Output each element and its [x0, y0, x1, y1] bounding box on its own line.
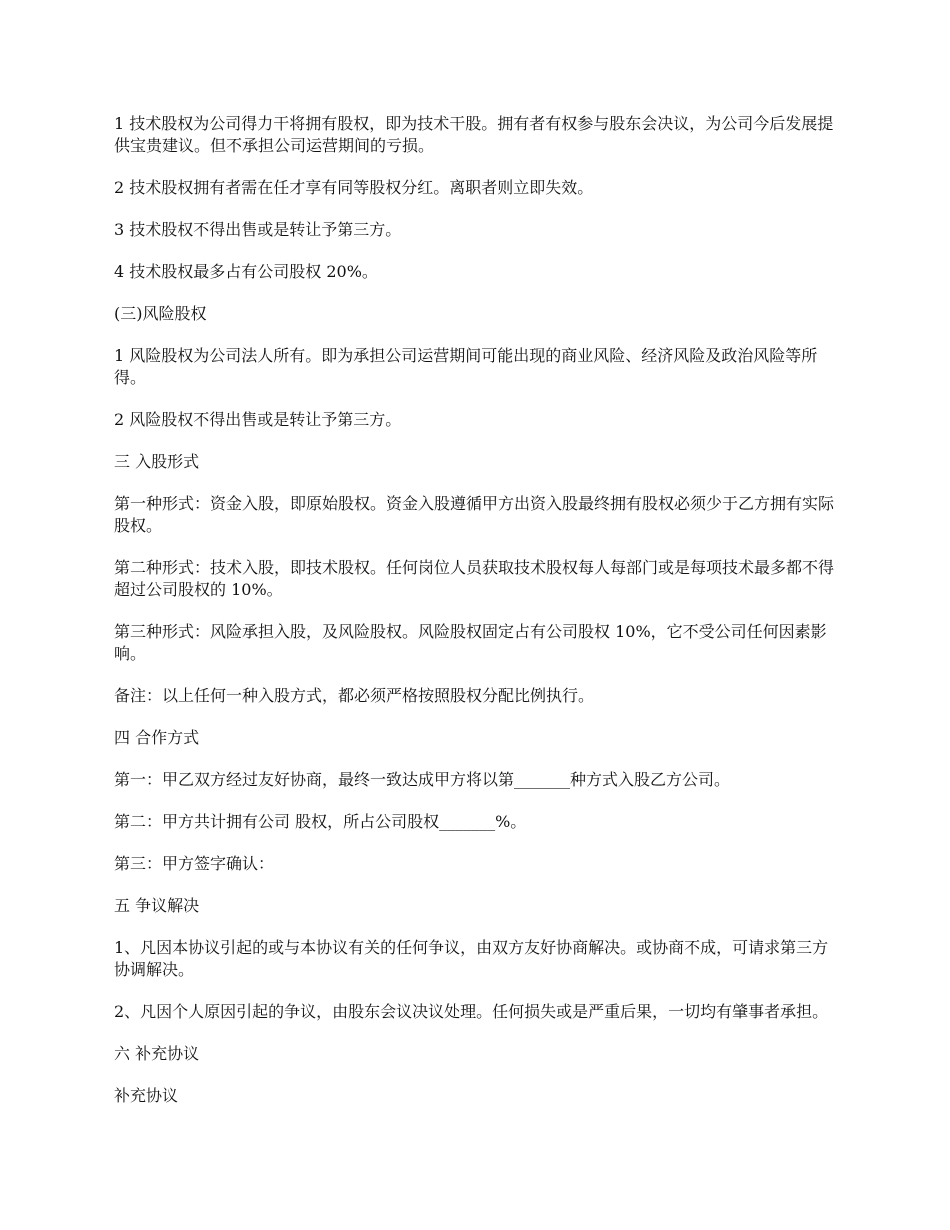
paragraph-tech-equity-1: 1 技术股权为公司得力干将拥有股权，即为技术干股。拥有者有权参与股东会决议，为公司今后发展提供宝贵建议。但不承担公司运营期间的亏损。 — [114, 114, 834, 155]
heading-cooperation: 四 合作方式 — [114, 728, 200, 747]
heading-supplementary: 六 补充协议 — [114, 1044, 200, 1063]
paragraph-note: 备注：以上任何一种入股方式，都必须严格按照股权分配比例执行。 — [114, 686, 595, 705]
paragraph-form-1: 第一种形式：资金入股，即原始股权。资金入股遵循甲方出资入股最终拥有股权必须少于乙方拥有实际股权。 — [114, 494, 835, 535]
paragraph-risk-equity-2: 2 风险股权不得出售或是转让予第三方。 — [114, 410, 402, 429]
paragraph-dispute-2: 2、凡因个人原因引起的争议，由股东会议决议处理。任何损失或是严重后果，一切均有肇事者承担。 — [114, 1002, 829, 1021]
paragraph-cooperation-3: 第三：甲方签字确认： — [114, 854, 275, 873]
paragraph-supplementary: 补充协议 — [114, 1086, 179, 1105]
paragraph-cooperation-2: 第二：甲方共计拥有公司 股权，所占公司股权_______%。 — [114, 812, 527, 831]
heading-dispute-resolution: 五 争议解决 — [114, 896, 200, 915]
heading-investment-forms: 三 入股形式 — [114, 452, 200, 471]
paragraph-dispute-1: 1、凡因本协议引起的或与本协议有关的任何争议，由双方友好协商解决。或协商不成，可请求第三方协调解决。 — [114, 938, 829, 979]
paragraph-form-2: 第二种形式：技术入股，即技术股权。任何岗位人员获取技术股权每人每部门或是每项技术最多都不得超过公司股权的 10%。 — [114, 558, 835, 599]
paragraph-tech-equity-4: 4 技术股权最多占有公司股权 20%。 — [114, 262, 378, 281]
document-body — [114, 113, 838, 1127]
paragraph-tech-equity-2: 2 技术股权拥有者需在任才享有同等股权分红。离职者则立即失效。 — [114, 178, 594, 197]
paragraph-form-3: 第三种形式：风险承担入股，及风险股权。风险股权固定占有公司股权 10%，它不受公司任何因素影响。 — [114, 622, 827, 663]
paragraph-tech-equity-3: 3 技术股权不得出售或是转让予第三方。 — [114, 220, 402, 239]
paragraph-cooperation-1: 第一：甲乙双方经过友好协商，最终一致达成甲方将以第_______种方式入股乙方公司。 — [114, 770, 731, 789]
heading-risk-equity: (三)风险股权 — [114, 304, 207, 323]
paragraph-risk-equity-1: 1 风险股权为公司法人所有。即为承担公司运营期间可能出现的商业风险、经济风险及政治风险等所得。 — [114, 346, 818, 387]
